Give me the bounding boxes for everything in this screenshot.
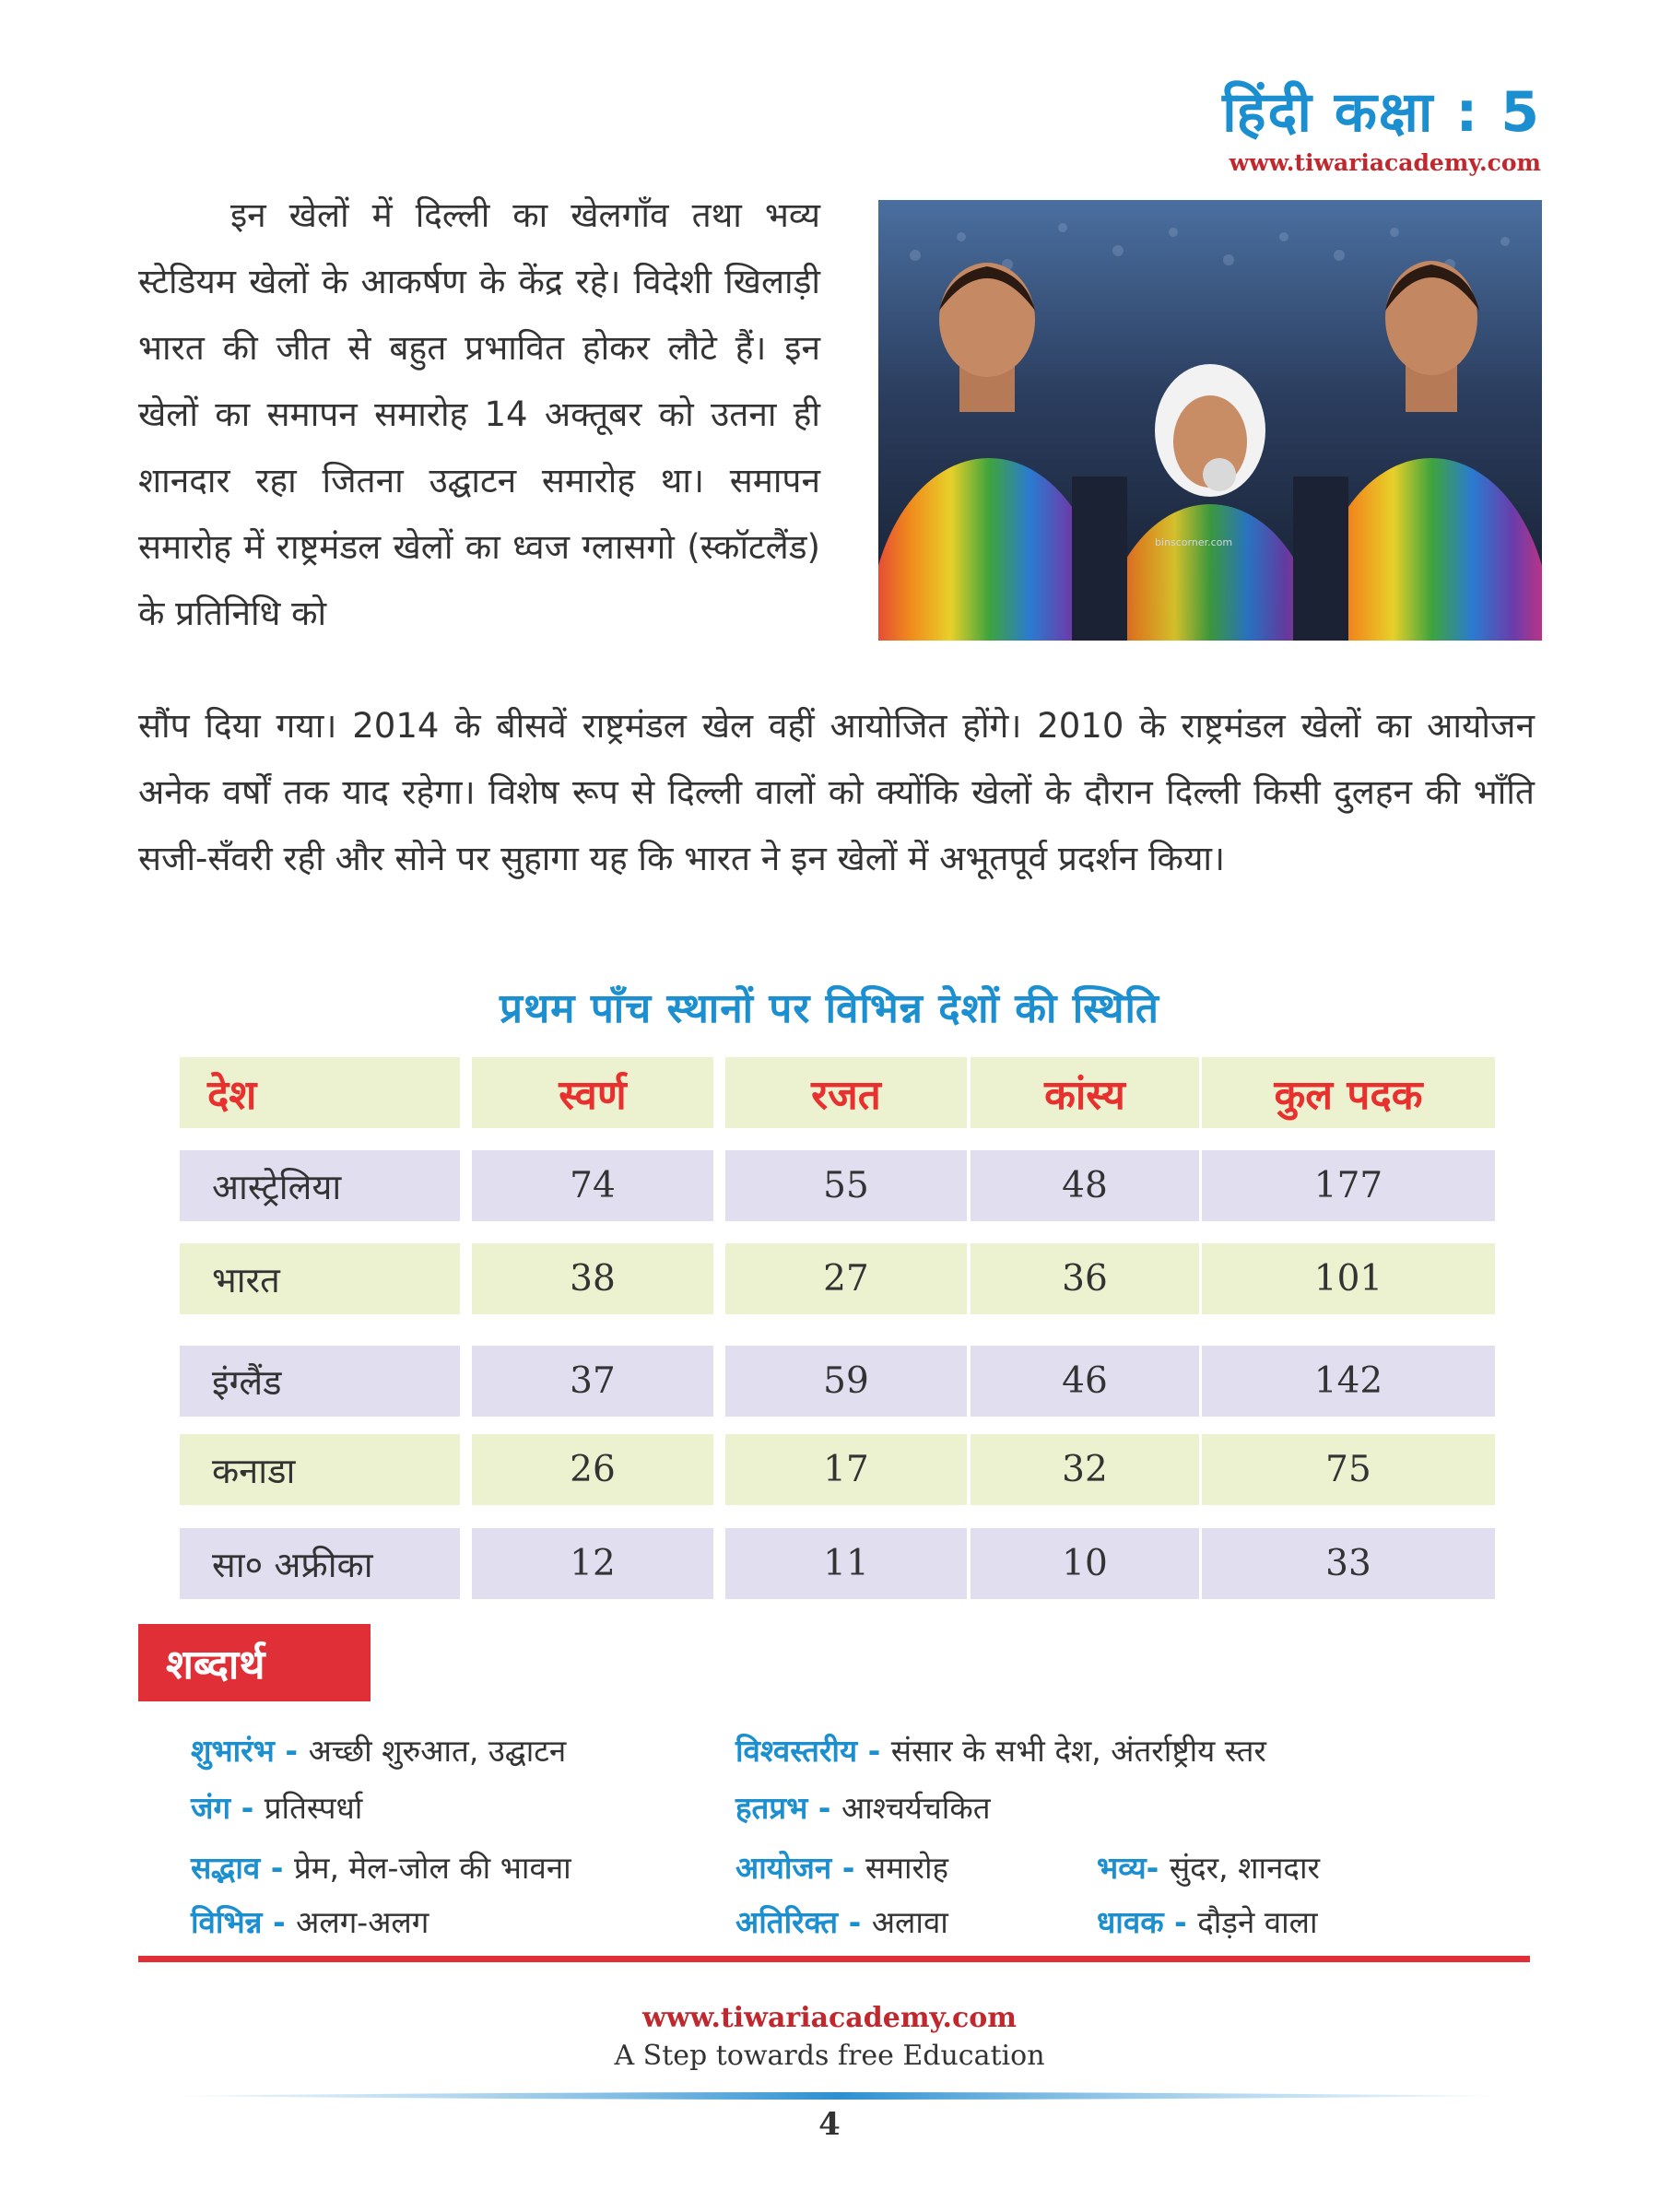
table-cell-total: 101 bbox=[1202, 1243, 1495, 1314]
glossary-term: विभिन्न bbox=[191, 1904, 263, 1940]
glossary-meaning: दौड़ने वाला bbox=[1197, 1904, 1318, 1940]
header-website-link[interactable]: www.tiwariacademy.com bbox=[1229, 149, 1541, 176]
glossary-meaning: प्रतिस्पर्धा bbox=[264, 1790, 363, 1826]
glossary-meaning: संसार के सभी देश, अंतर्राष्ट्रीय स्तर bbox=[890, 1733, 1266, 1769]
table-cell-total: 75 bbox=[1202, 1434, 1495, 1505]
glossary-entry: हतप्रभ - आश्चर्यचकित bbox=[735, 1790, 991, 1826]
header-silver: रजत bbox=[725, 1057, 967, 1128]
table-cell-total: 177 bbox=[1202, 1150, 1495, 1221]
glossary-entry: विभिन्न - अलग-अलग bbox=[191, 1904, 429, 1940]
table-cell-bronze: 10 bbox=[971, 1528, 1199, 1599]
footer-divider bbox=[180, 2088, 1498, 2099]
intro-paragraph: इन खेलों में दिल्ली का खेलगाँव तथा भव्य स्टेडियम खेलों के आकर्षण के केंद्र रहे। विदेशी खिलाड़ी भारत की जीत से बहुत प्रभावित होकर लौटे हैं। इन खेलों का समापन समारोह 14 अक्तूबर को उतना ही शानदार रहा जितना उद्घाटन समारोह था। समापन समारोह में राष्ट्रमंडल खेलों का ध्वज ग्लासगो (स्कॉटलैंड) के प्रतिनिधि को bbox=[138, 195, 820, 633]
glossary-term: धावक bbox=[1097, 1904, 1164, 1940]
table-cell-gold: 12 bbox=[472, 1528, 713, 1599]
glossary-term: सद्भाव bbox=[191, 1850, 261, 1886]
glossary-heading: शब्दार्थ bbox=[138, 1624, 371, 1701]
glossary-meaning: प्रेम, मेल-जोल की भावना bbox=[293, 1850, 571, 1886]
table-cell-country: आस्ट्रेलिया bbox=[180, 1150, 460, 1221]
table-cell-country: सा० अफ्रीका bbox=[180, 1528, 460, 1599]
table-cell-bronze: 36 bbox=[971, 1243, 1199, 1314]
glossary-entry: अतिरिक्त - अलावा bbox=[735, 1904, 948, 1940]
page-number: 4 bbox=[818, 2106, 841, 2143]
table-cell-silver: 27 bbox=[725, 1243, 967, 1314]
glossary-entry: जंग - प्रतिस्पर्धा bbox=[191, 1790, 363, 1826]
footer-website-link[interactable]: www.tiwariacademy.com bbox=[641, 2002, 1018, 2034]
table-title: प्रथम पाँच स्थानों पर विभिन्न देशों की स्थिति bbox=[500, 985, 1159, 1032]
glossary-meaning: सुंदर, शानदार bbox=[1169, 1850, 1320, 1886]
table-cell-bronze: 32 bbox=[971, 1434, 1199, 1505]
table-cell-country: कनाडा bbox=[180, 1434, 460, 1505]
glossary-entry: शुभारंभ - अच्छी शुरुआत, उद्घाटन bbox=[191, 1733, 567, 1769]
glossary-entry: सद्भाव - प्रेम, मेल-जोल की भावना bbox=[191, 1850, 571, 1886]
table-cell-silver: 11 bbox=[725, 1528, 967, 1599]
glossary-term: भव्य bbox=[1097, 1850, 1147, 1886]
glossary-entry: आयोजन - समारोह bbox=[735, 1850, 949, 1886]
table-cell-gold: 37 bbox=[472, 1346, 713, 1417]
athletes-medal-photo bbox=[878, 200, 1542, 641]
table-cell-country: इंग्लैंड bbox=[180, 1346, 460, 1417]
table-cell-country: भारत bbox=[180, 1243, 460, 1314]
header-bronze: कांस्य bbox=[971, 1057, 1199, 1128]
glossary-term: अतिरिक्त bbox=[735, 1904, 839, 1940]
table-cell-total: 33 bbox=[1202, 1528, 1495, 1599]
glossary-term: हतप्रभ bbox=[735, 1790, 808, 1826]
table-cell-gold: 26 bbox=[472, 1434, 713, 1505]
table-cell-silver: 55 bbox=[725, 1150, 967, 1221]
footer-tagline: A Step towards free Education bbox=[614, 2040, 1045, 2072]
header-total: कुल पदक bbox=[1202, 1057, 1495, 1128]
glossary-term: शुभारंभ bbox=[191, 1733, 275, 1769]
glossary-meaning: अच्छी शुरुआत, उद्घाटन bbox=[308, 1733, 567, 1769]
table-cell-bronze: 46 bbox=[971, 1346, 1199, 1417]
glossary-term: आयोजन bbox=[735, 1850, 832, 1886]
glossary-meaning: अलग-अलग bbox=[296, 1904, 429, 1940]
glossary-meaning: समारोह bbox=[865, 1850, 949, 1886]
glossary-entry: धावक - दौड़ने वाला bbox=[1097, 1904, 1318, 1940]
glossary-term: विश्वस्तरीय bbox=[735, 1733, 858, 1769]
photo-watermark: binscorner.com bbox=[1155, 536, 1233, 548]
page-header-title: हिंदी कक्षा : 5 bbox=[1222, 80, 1541, 145]
glossary-meaning: आश्चर्यचकित bbox=[841, 1790, 991, 1826]
table-cell-total: 142 bbox=[1202, 1346, 1495, 1417]
glossary-entry: विश्वस्तरीय - संसार के सभी देश, अंतर्राष्ट्रीय स्तर bbox=[735, 1733, 1266, 1769]
glossary-divider bbox=[138, 1956, 1530, 1962]
glossary-entry: भव्य- सुंदर, शानदार bbox=[1097, 1850, 1320, 1886]
table-cell-silver: 17 bbox=[725, 1434, 967, 1505]
header-country: देश bbox=[180, 1057, 460, 1128]
table-cell-gold: 38 bbox=[472, 1243, 713, 1314]
glossary-term: जंग bbox=[191, 1790, 231, 1826]
table-cell-gold: 74 bbox=[472, 1150, 713, 1221]
header-gold: स्वर्ण bbox=[472, 1057, 713, 1128]
body-paragraph: सौंप दिया गया। 2014 के बीसवें राष्ट्रमंडल खेल वहीं आयोजित होंगे। 2010 के राष्ट्रमंडल खेलों का आयोजन अनेक वर्षों तक याद रहेगा। विशेष रूप से दिल्ली वालों को क्योंकि खेलों के दौरान दिल्ली किसी दुलहन की भाँति सजी-सँवरी रही और सोने पर सुहागा यह कि भारत ने इन खेलों में अभूतपूर्व प्रदर्शन किया। bbox=[138, 706, 1535, 878]
table-cell-silver: 59 bbox=[725, 1346, 967, 1417]
glossary-meaning: अलावा bbox=[871, 1904, 948, 1940]
table-cell-bronze: 48 bbox=[971, 1150, 1199, 1221]
